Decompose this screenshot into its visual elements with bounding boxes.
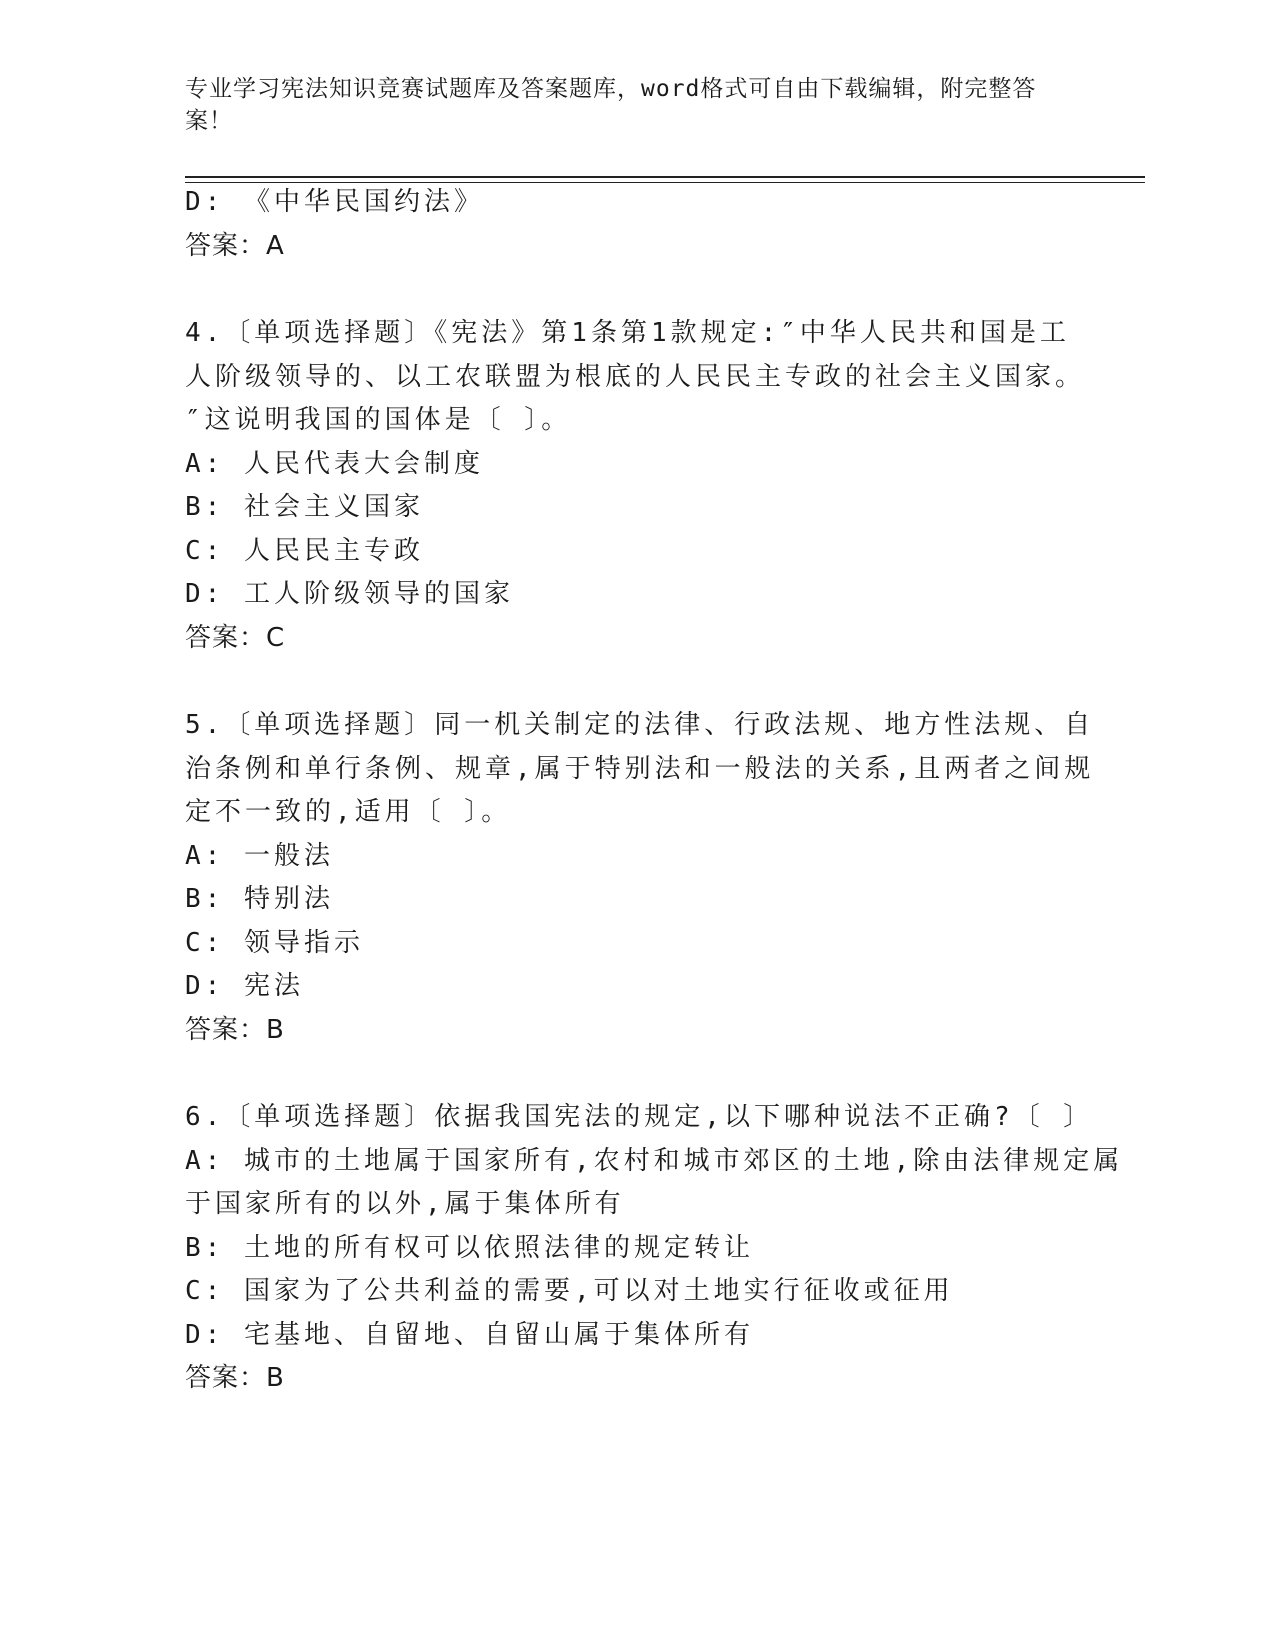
option-line: D: 宪法 (185, 971, 304, 1001)
option-line: D: 宅基地、自留地、自留山属于集体所有 (185, 1320, 754, 1350)
option-line: B: 土地的所有权可以依照法律的规定转让 (185, 1233, 754, 1263)
option-line: C: 领导指示 (185, 928, 364, 958)
question-line: 定不一致的,适用〔 〕。 (185, 797, 512, 827)
answer-line: 答案：C (185, 623, 286, 653)
question-line: 5.〔单项选择题〕同一机关制定的法律、行政法规、地方性法规、自 (185, 710, 1095, 740)
question-line: ″这说明我国的国体是〔 〕。 (185, 405, 572, 435)
answer-line: 答案：B (185, 1363, 285, 1393)
option-line: A: 城市的土地属于国家所有,农村和城市郊区的土地,除由法律规定属 (185, 1146, 1124, 1176)
question-line: 治条例和单行条例、规章,属于特别法和一般法的关系,且两者之间规 (185, 754, 1095, 784)
option-line: B: 特别法 (185, 884, 334, 914)
answer-line: 答案：B (185, 1015, 285, 1045)
answer-line: 答案：A (185, 231, 285, 261)
option-line: A: 一般法 (185, 841, 334, 871)
question-line: 6.〔单项选择题〕依据我国宪法的规定,以下哪种说法不正确?〔 〕 (185, 1102, 1094, 1132)
option-line: D: 工人阶级领导的国家 (185, 579, 514, 609)
option-line: B: 社会主义国家 (185, 492, 424, 522)
option-line: C: 人民民主专政 (185, 536, 424, 566)
question-line: 4.〔单项选择题〕《宪法》第1条第1款规定:″中华人民共和国是工 (185, 318, 1070, 348)
option-line: C: 国家为了公共利益的需要,可以对土地实行征收或征用 (185, 1276, 954, 1306)
option-line: 于国家所有的以外,属于集体所有 (185, 1189, 625, 1219)
option-line: D: 《中华民国约法》 (185, 187, 484, 217)
header-rule-thick (185, 176, 1145, 178)
question-line: 人阶级领导的、以工农联盟为根底的人民民主专政的社会主义国家。 (185, 362, 1086, 392)
option-line: A: 人民代表大会制度 (185, 449, 484, 479)
page-header: 专业学习宪法知识竞赛试题库及答案题库，word格式可自由下载编辑，附完整答案！ (185, 76, 1037, 134)
